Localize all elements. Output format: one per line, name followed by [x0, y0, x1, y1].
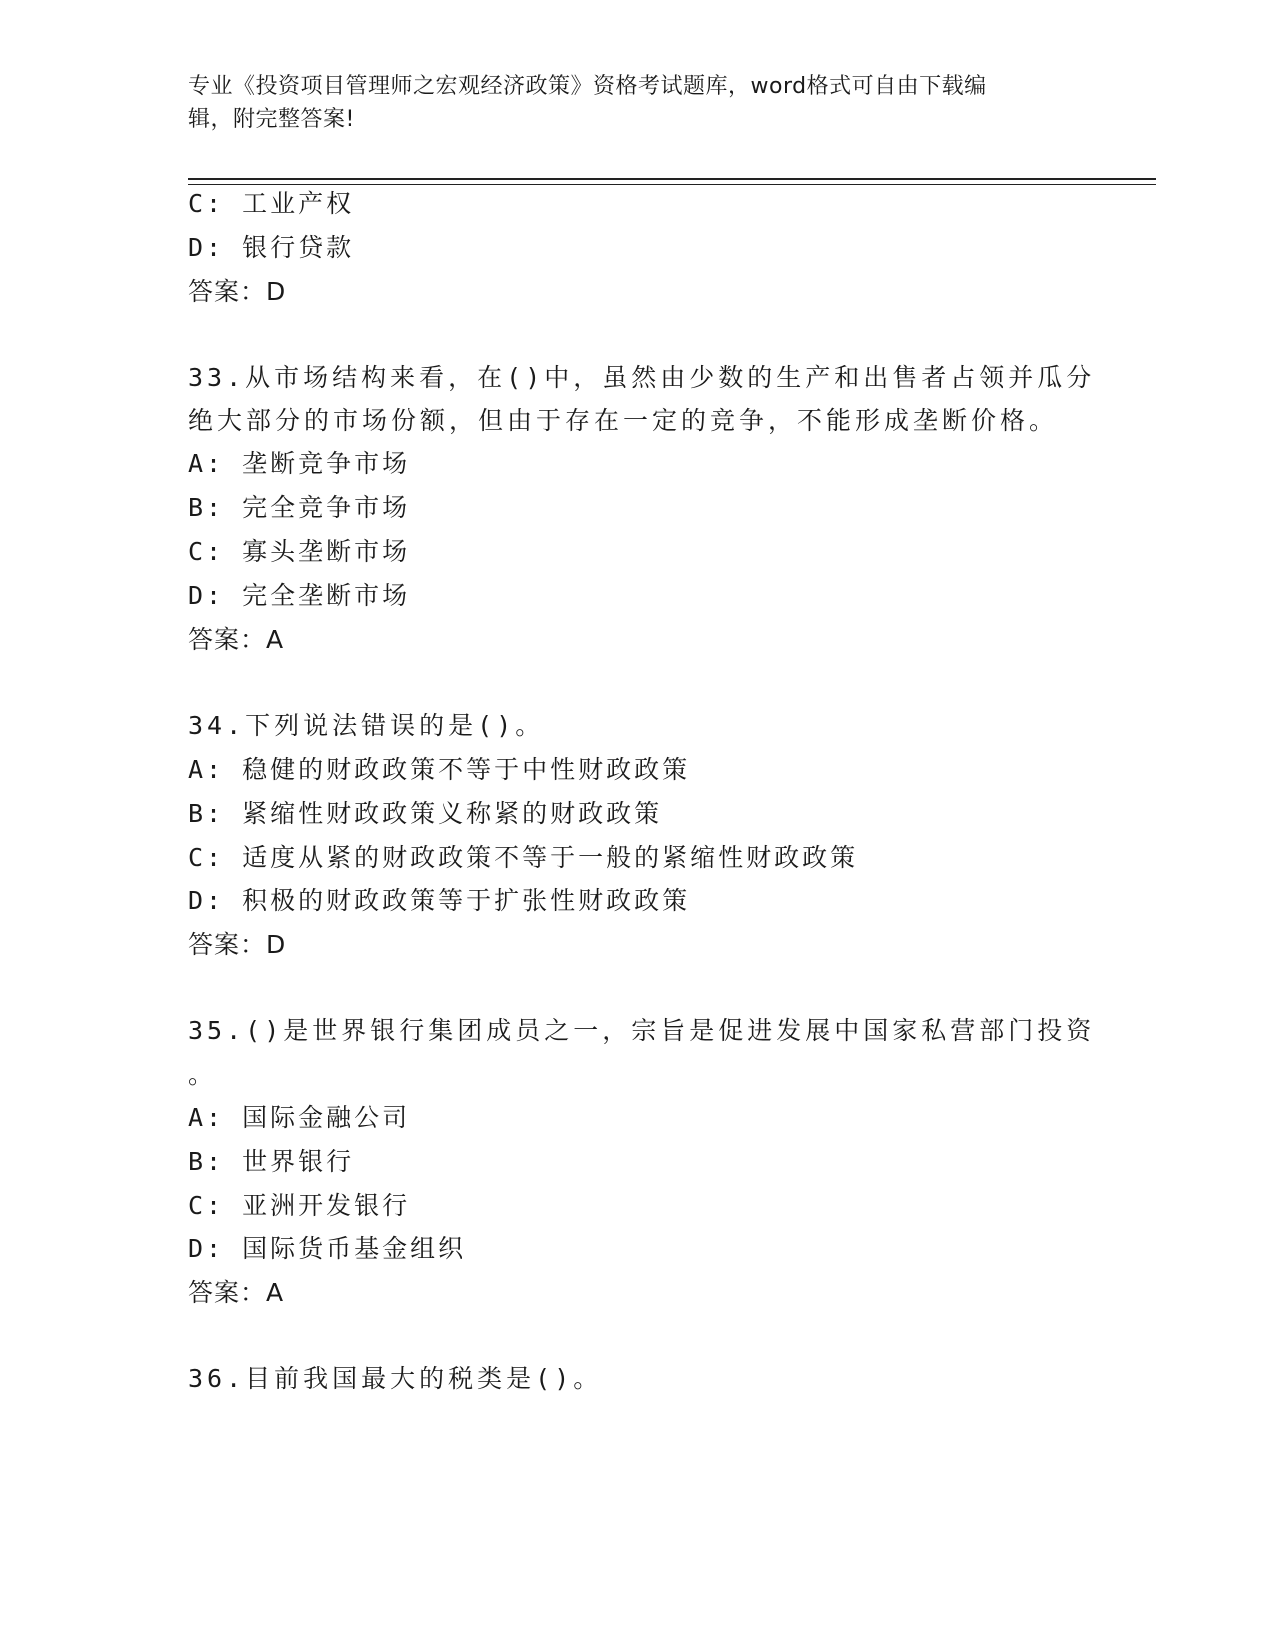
- question-35-answer: 答案：A: [188, 1278, 285, 1307]
- option-d: D: 银行贷款: [188, 233, 355, 262]
- answer: 答案：D: [188, 277, 287, 306]
- question-34-option-b: B: 紧缩性财政政策义称紧的财政政策: [188, 799, 663, 828]
- question-35-option-c: C: 亚洲开发银行: [188, 1191, 411, 1220]
- question-33-option-a: A: 垄断竞争市场: [188, 449, 411, 478]
- header-rule-thick: [188, 178, 1156, 180]
- question-35-stem-line2: 。: [188, 1060, 218, 1089]
- question-34-option-d: D: 积极的财政政策等于扩张性财政政策: [188, 886, 691, 915]
- question-34-answer: 答案：D: [188, 930, 287, 959]
- question-33-option-b: B: 完全竞争市场: [188, 493, 411, 522]
- question-34-option-a: A: 稳健的财政政策不等于中性财政政策: [188, 755, 691, 784]
- option-c: C: 工业产权: [188, 189, 355, 218]
- header-title-line2: 辑，附完整答案!: [188, 107, 355, 132]
- question-34-stem-line1: 34.下列说法错误的是()。: [188, 711, 545, 740]
- question-33-stem-line2: 绝大部分的市场份额，但由于存在一定的竞争，不能形成垄断价格。: [188, 406, 1059, 435]
- question-36-stem-line1: 36.目前我国最大的税类是()。: [188, 1364, 603, 1393]
- question-35-option-d: D: 国际货币基金组织: [188, 1234, 467, 1263]
- question-33-answer: 答案：A: [188, 625, 285, 654]
- question-33-option-c: C: 寡头垄断市场: [188, 537, 411, 566]
- document-header: [188, 70, 1078, 136]
- question-33-stem-line1: 33.从市场结构来看，在()中，虽然由少数的生产和出售者占领并瓜分: [188, 363, 1096, 392]
- question-33-option-d: D: 完全垄断市场: [188, 581, 411, 610]
- question-35-stem-line1: 35.()是世界银行集团成员之一，宗旨是促进发展中国家私营部门投资: [188, 1016, 1096, 1045]
- question-35-option-b: B: 世界银行: [188, 1147, 355, 1176]
- header-title-line1: 专业《投资项目管理师之宏观经济政策》资格考试题库，word格式可自由下载编: [188, 74, 987, 99]
- question-34-option-c: C: 适度从紧的财政政策不等于一般的紧缩性财政政策: [188, 843, 859, 872]
- question-35-option-a: A: 国际金融公司: [188, 1103, 411, 1132]
- header-rule-thin: [188, 184, 1156, 185]
